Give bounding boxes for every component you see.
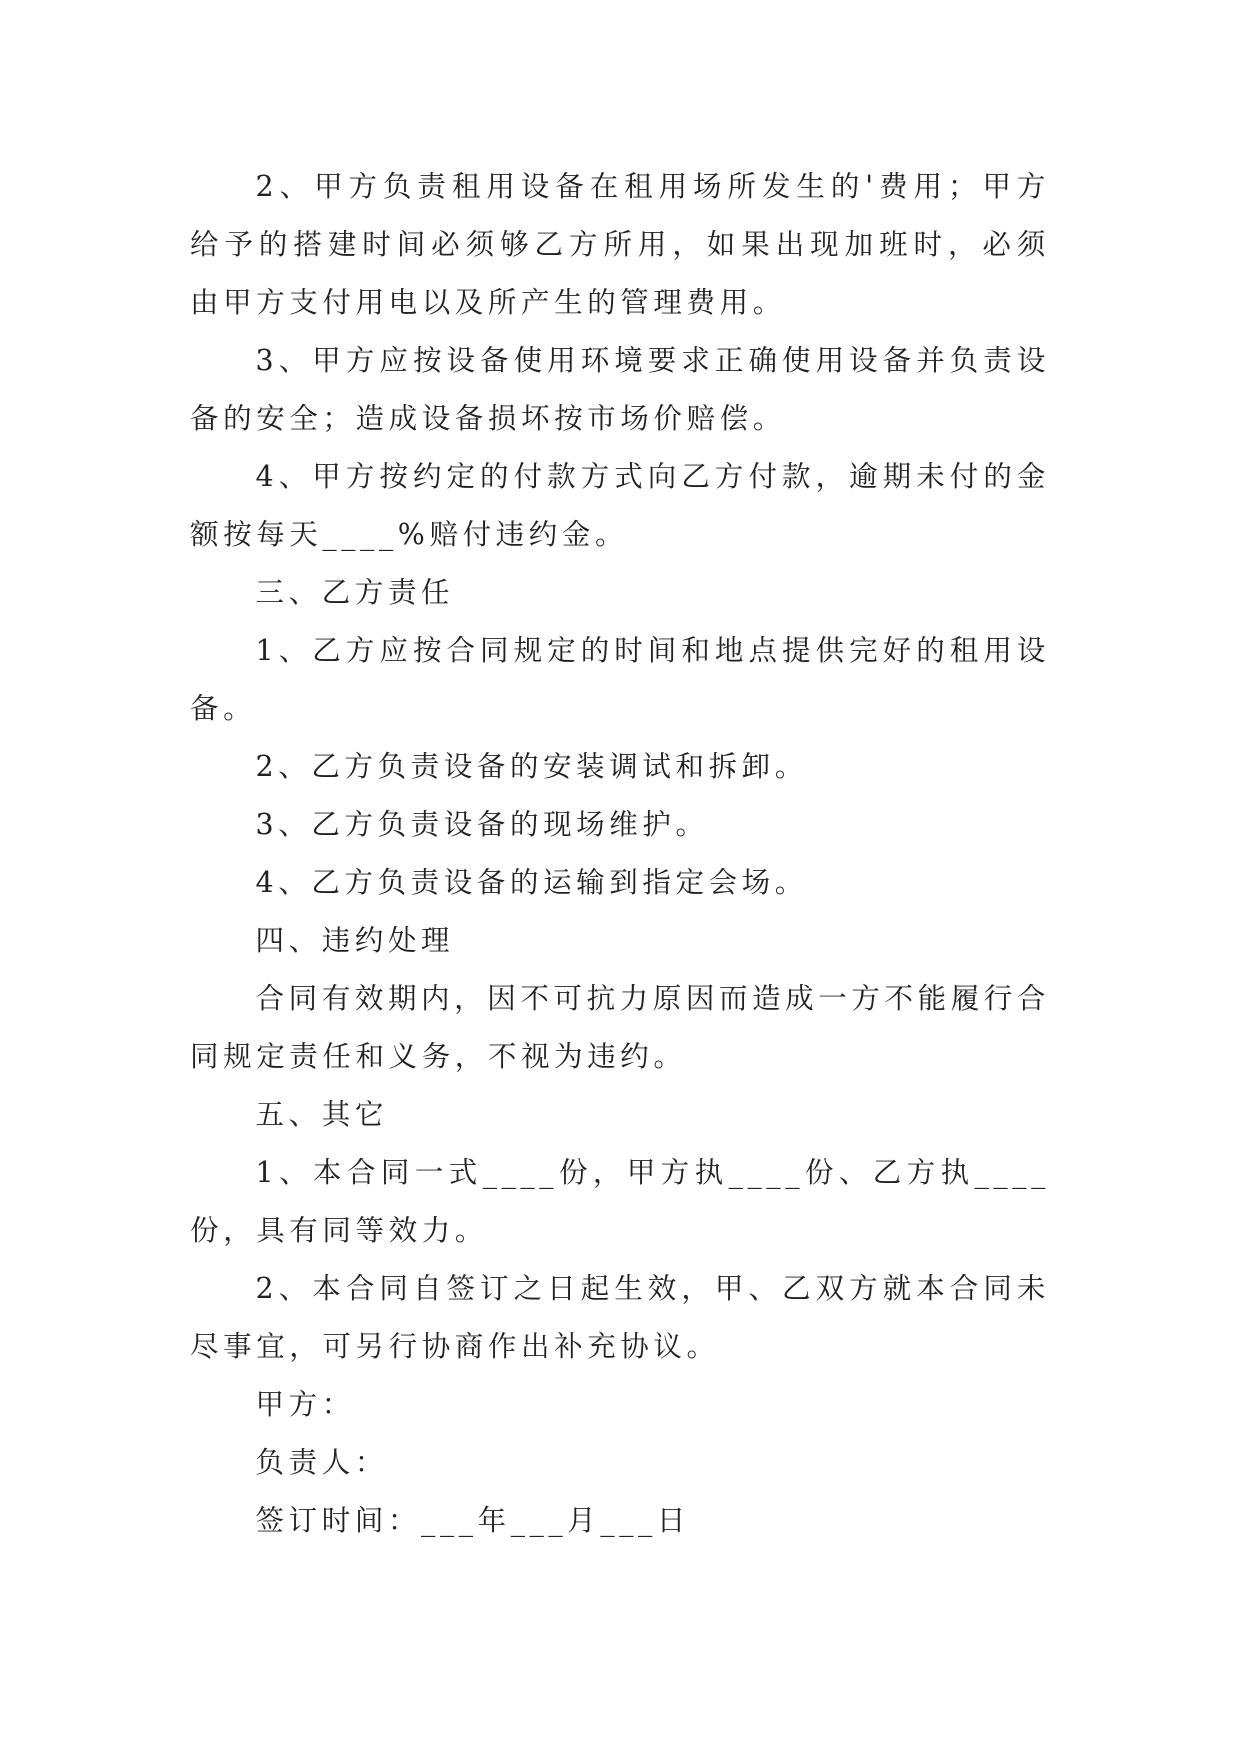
clause-b1-provide-equipment: 1、乙方应按合同规定的时间和地点提供完好的租用设备。 <box>190 634 1050 725</box>
clause-force-majeure: 合同有效期内，因不可抗力原因而造成一方不能履行合同规定责任和义务，不视为违约。 <box>190 982 1050 1073</box>
signature-party-a: 甲方： <box>255 1388 355 1421</box>
section-heading-breach: 四、违约处理 <box>255 924 455 957</box>
clause-b3-maintenance: 3、乙方负责设备的现场维护。 <box>255 808 709 841</box>
clause-b2-installation: 2、乙方负责设备的安装调试和拆卸。 <box>255 750 808 783</box>
signature-responsible-person: 负责人： <box>255 1446 388 1479</box>
clause-a2-venue-fees: 2、甲方负责租用设备在租用场所发生的'费用；甲方给予的搭建时间必须够乙方所用，如果出现加班时，必须由甲方支付用电以及所产生的管理费用。 <box>190 170 1050 319</box>
signature-date: 签订时间：___年___月___日 <box>255 1504 690 1537</box>
section-heading-party-b: 三、乙方责任 <box>255 576 455 609</box>
clause-b4-transport: 4、乙方负责设备的运输到指定会场。 <box>255 866 808 899</box>
clause-effective: 2、本合同自签订之日起生效，甲、乙双方就本合同未尽事宜，可另行协商作出补充协议。 <box>190 1272 1050 1363</box>
section-heading-other: 五、其它 <box>255 1098 388 1131</box>
document-body <box>190 158 1050 1550</box>
clause-copies: 1、本合同一式____份，甲方执____份、乙方执____份，具有同等效力。 <box>190 1156 1050 1247</box>
clause-a3-equipment-safety: 3、甲方应按设备使用环境要求正确使用设备并负责设备的安全；造成设备损坏按市场价赔偿。 <box>190 344 1050 435</box>
clause-a4-payment: 4、甲方按约定的付款方式向乙方付款，逾期未付的金额按每天____%赔付违约金。 <box>190 460 1050 551</box>
